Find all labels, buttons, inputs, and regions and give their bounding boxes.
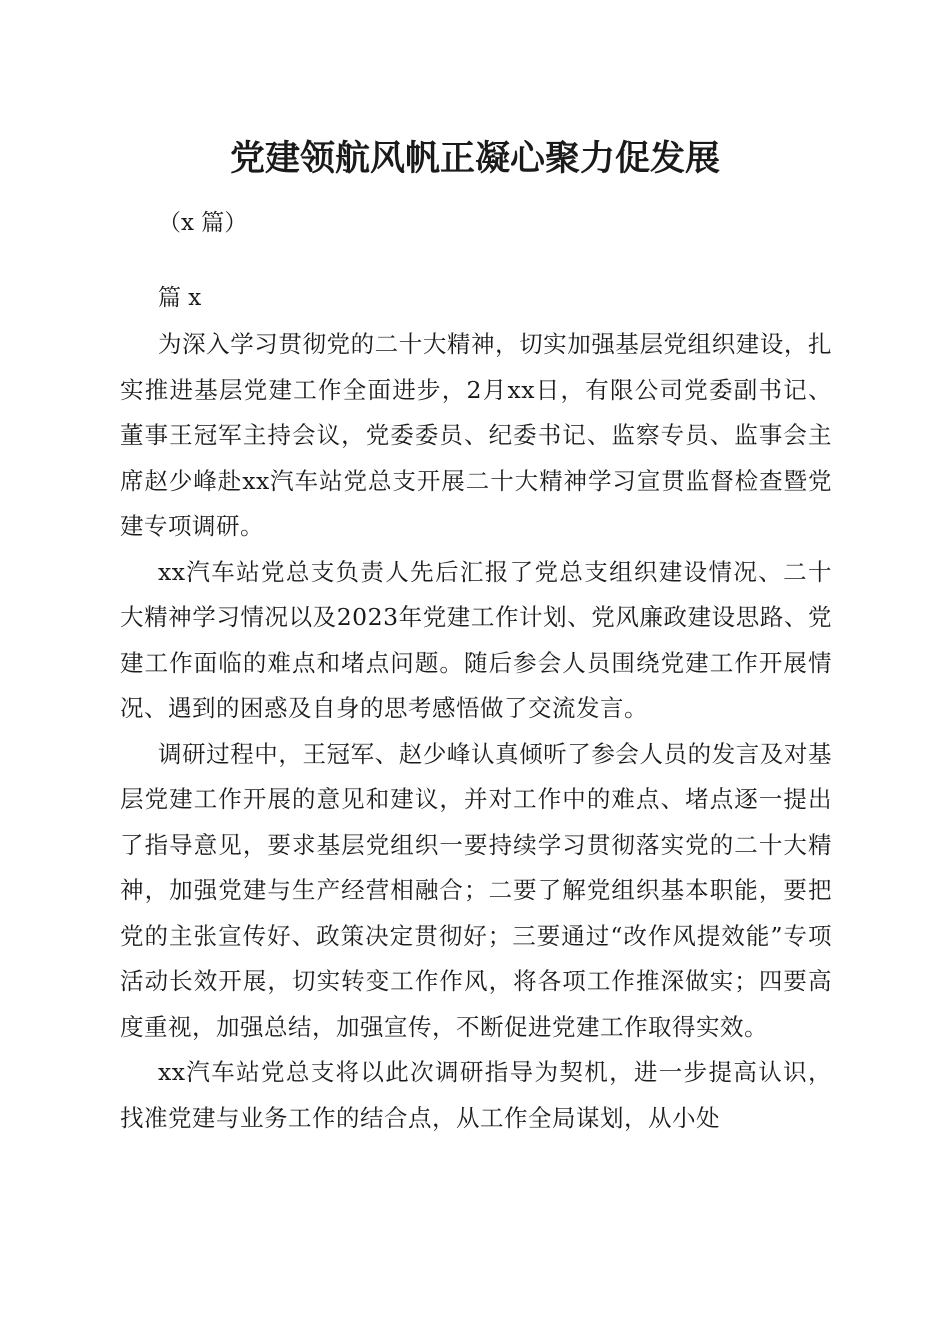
paragraph-4: xx汽车站党总支将以此次调研指导为契机，进一步提高认识，找准党建与业务工作的结合点，从工作全局谋划，从小处 <box>120 1058 832 1132</box>
chapter-label: 篇 x <box>158 285 202 311</box>
document-title: 党建领航风帆正凝心聚力促发展 <box>229 138 720 179</box>
document-body <box>120 322 832 1141</box>
paragraph-3: 调研过程中，王冠军、赵少峰认真倾听了参会人员的发言及对基层党建工作开展的意见和建议，并对工作中的难点、堵点逐一提出了指导意见，要求基层党组织一要持续学习贯彻落实党的二十大精神，加强党建与生产经营相融合；二要了解党组织基本职能，要把党的主张宣传好、政策决定贯彻好；三要通过“改作风提效能”专项活动长效开展，切实转变工作作风，将各项工作推深做实；四要高度重视，加强总结，加强宣传，不断促进党建工作取得实效。 <box>120 739 832 1041</box>
paragraph-1: 为深入学习贯彻党的二十大精神，切实加强基层党组织建设，扎实推进基层党建工作全面进步，2月xx日，有限公司党委副书记、董事王冠军主持会议，党委委员、纪委书记、监察专员、监事会主席赵少峰赴xx汽车站党总支开展二十大精神学习宣贯监督检查暨党建专项调研。 <box>120 330 832 540</box>
volume-label: （x 篇） <box>158 210 248 236</box>
paragraph-2: xx汽车站党总支负责人先后汇报了党总支组织建设情况、二十大精神学习情况以及2023年党建工作计划、党风廉政建设思路、党建工作面临的难点和堵点问题。随后参会人员围绕党建工作开展情况、遇到的困惑及自身的思考感悟做了交流发言。 <box>120 557 832 722</box>
